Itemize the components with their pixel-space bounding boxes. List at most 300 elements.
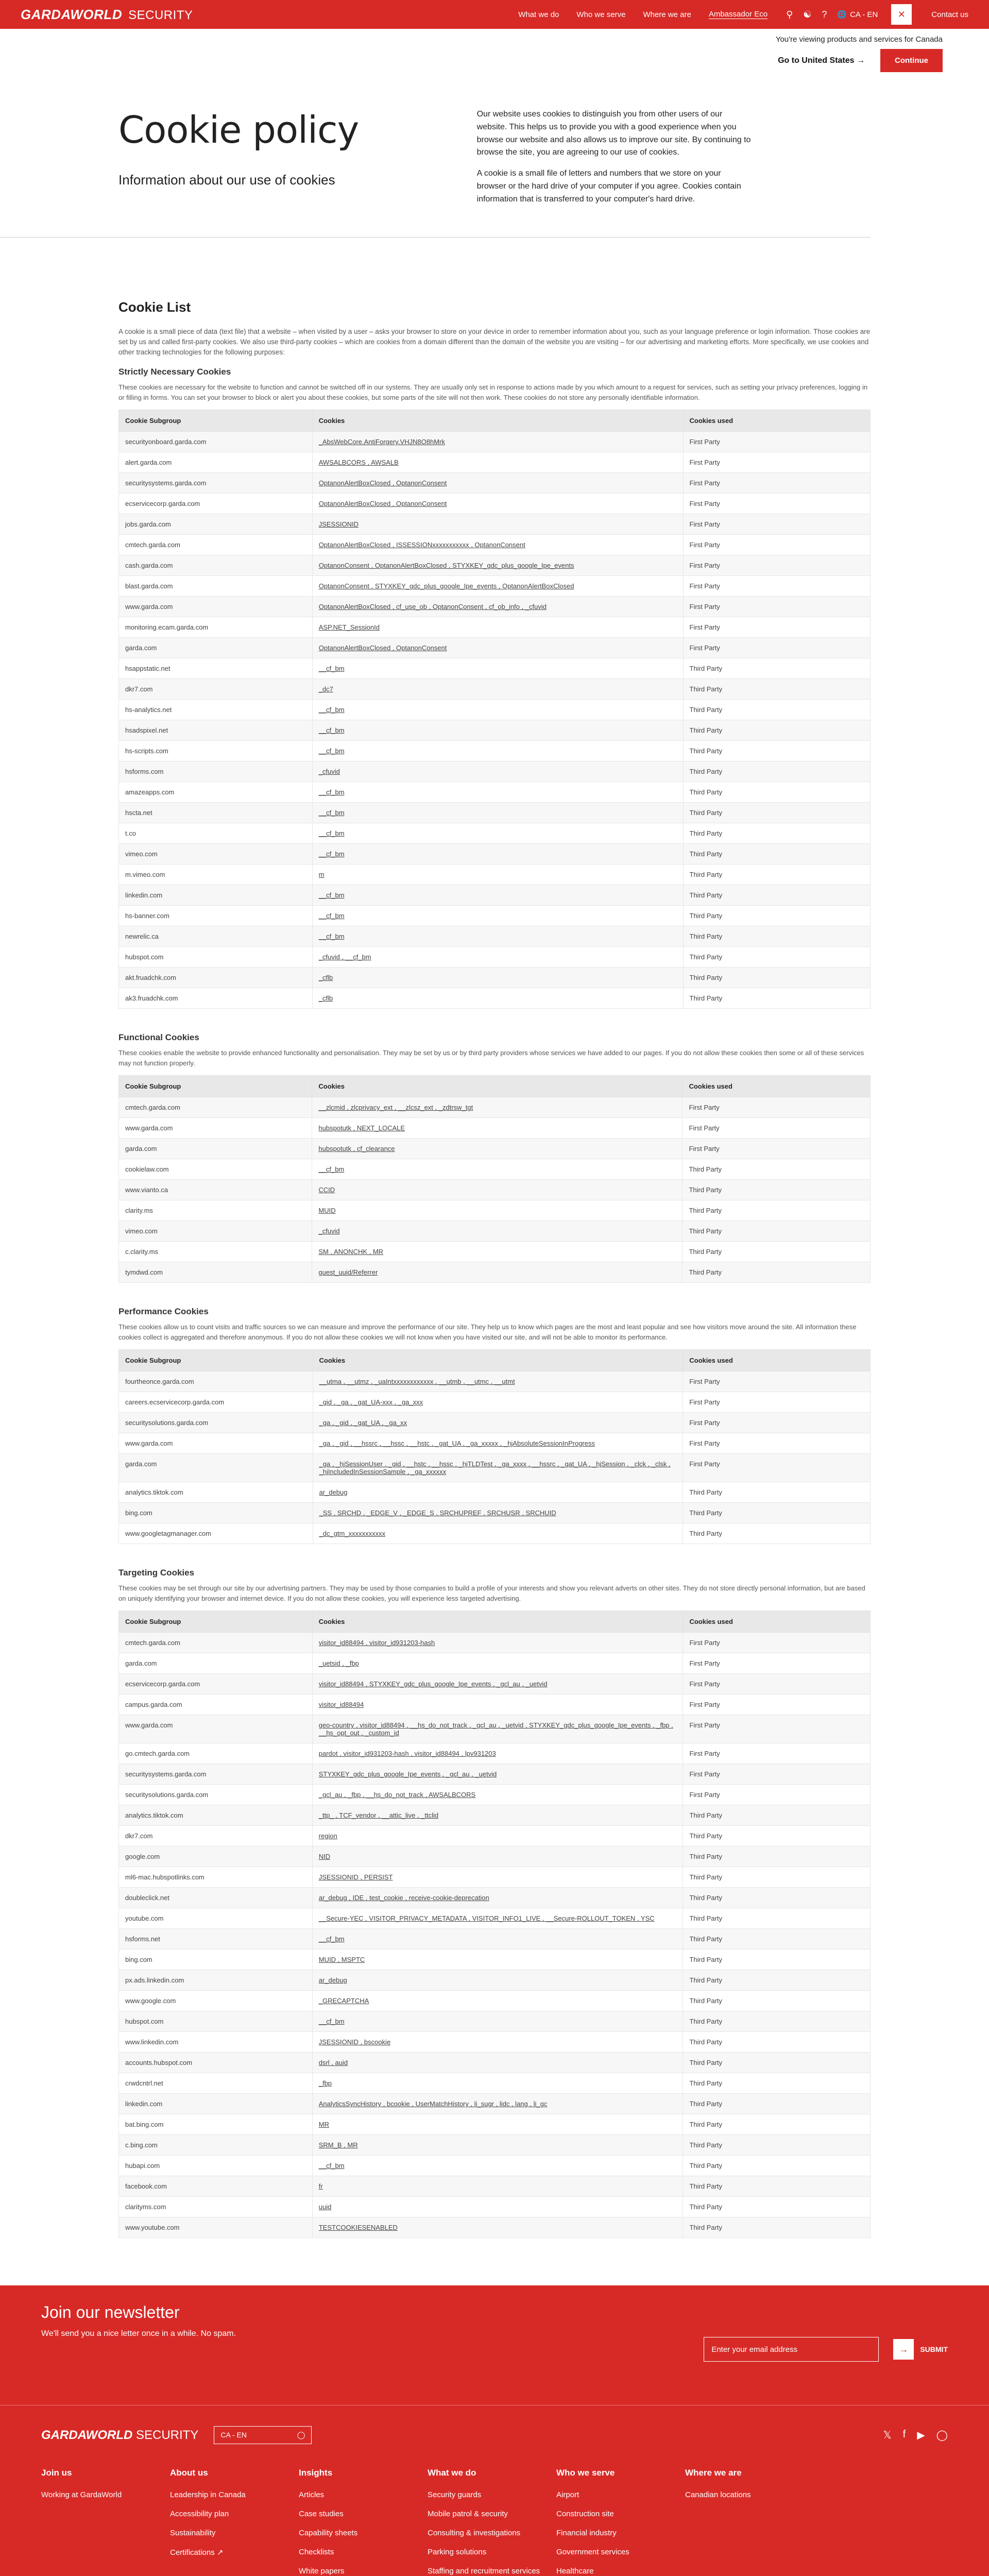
cookies-cell (312, 2114, 683, 2135)
header-icons (786, 4, 968, 25)
cookie-names[interactable]: _fbp (318, 2079, 332, 2088)
cookies-used-cell: Third Party (683, 2073, 871, 2094)
cookies-used-cell: First Party (683, 1118, 871, 1139)
cookie-names[interactable]: fr (318, 2182, 323, 2191)
cookies-used-cell: Third Party (683, 1482, 871, 1503)
table-row (119, 1764, 871, 1785)
footer-link[interactable]: Capability sheets (299, 2529, 358, 2538)
subgroup-cell: tymdwd.com (119, 1262, 312, 1283)
cookies-used-cell: Third Party (683, 1826, 871, 1846)
cookie-names[interactable]: _SS , SRCHD , _EDGE_V , _EDGE_S , SRCHUPREF , SRCHUSR , SRCHUID (319, 1509, 556, 1517)
cookies-cell (312, 823, 683, 844)
subgroup-cell: www.garda.com (119, 1118, 312, 1139)
subgroup-cell: www.garda.com (119, 1715, 313, 1743)
cookie-names[interactable]: visitor_id88494 (318, 1701, 364, 1709)
cookie-names[interactable]: _dc_gtm_xxxxxxxxxxx (319, 1530, 386, 1538)
table-header-row (119, 1076, 871, 1097)
column-header: Cookies used (683, 1076, 871, 1097)
go-to-us-link[interactable]: Go to United States → (778, 56, 865, 65)
cookies-used-cell: Third Party (683, 679, 870, 700)
table-row (119, 2156, 871, 2176)
cookie-names[interactable]: OptanonAlertBoxClosed , OptanonConsent (318, 500, 447, 508)
subgroup-cell: cmtech.garda.com (119, 535, 313, 555)
cookies-used-cell: Third Party (683, 1242, 871, 1262)
hero-left (118, 108, 477, 206)
cookies-used-cell: Third Party (683, 1867, 871, 1888)
cookies-used-cell: First Party (683, 1785, 871, 1805)
youtube-icon[interactable]: ▶ (917, 2430, 925, 2442)
facebook-icon[interactable]: f (902, 2429, 906, 2441)
newsletter (0, 2285, 989, 2405)
cookie-names[interactable]: m (318, 871, 325, 879)
cookies-used-cell: Third Party (683, 782, 870, 803)
footer-link[interactable]: Healthcare (556, 2567, 594, 2576)
subgroup-cell: alert.garda.com (119, 452, 313, 473)
table-row (119, 617, 871, 638)
cookies-used-cell: Third Party (683, 947, 870, 968)
footer-column (428, 2468, 556, 2576)
cookies-used-cell: Third Party (683, 741, 870, 761)
cookies-used-cell: Third Party (683, 906, 870, 926)
subgroup-cell: securitysolutions.garda.com (119, 1785, 313, 1805)
cookie-names[interactable]: OptanonAlertBoxClosed , OptanonConsent (318, 479, 447, 487)
cookie-names[interactable]: AnalyticsSyncHistory , bcookie , UserMatchHistory , li_sugr , lidc , lang , li_gc (318, 2100, 548, 2108)
footer-link[interactable]: White papers (299, 2567, 345, 2576)
cookie-names[interactable]: visitor_id88494 , visitor_id931203-hash (318, 1639, 435, 1647)
cookies-used-cell: Third Party (683, 1523, 871, 1544)
cookie-names[interactable]: _ga , _gid , _gat_UA , _ga_xx (319, 1419, 407, 1427)
subgroup-cell: securitysolutions.garda.com (119, 1413, 313, 1433)
subgroup-cell: www.garda.com (119, 1433, 313, 1454)
cookie-names[interactable]: _uetsid , _fbp (318, 1659, 359, 1668)
newsletter-submit-label: SUBMIT (920, 2345, 948, 2354)
cookie-names[interactable]: __cf_bm (318, 850, 345, 858)
cookie-names[interactable]: __Secure-YEC , VISITOR_PRIVACY_METADATA , VISITOR_INFO1_LIVE , __Secure-ROLLOUT_TOKEN , YSC (318, 1914, 655, 1923)
user-icon[interactable]: ☯ (803, 9, 812, 20)
cookies-used-cell: First Party (683, 535, 870, 555)
table-row (119, 1454, 871, 1482)
table-row (119, 597, 871, 617)
cookies-cell (312, 1846, 683, 1867)
region-actions (0, 49, 943, 72)
cookie-names[interactable]: SM , ANONCHK , MR (318, 1248, 384, 1256)
cookies-used-cell: Third Party (683, 720, 870, 741)
subgroup-cell: m.vimeo.com (119, 865, 313, 885)
cookies-cell (312, 514, 683, 535)
cookies-cell (312, 803, 683, 823)
cookie-names[interactable]: MR (318, 2121, 329, 2129)
cookie-names[interactable]: guest_uuid/Referrer (318, 1268, 378, 1277)
cookie-names[interactable]: ar_debug (319, 1488, 348, 1497)
cookies-used-cell: First Party (683, 1413, 871, 1433)
subgroup-cell: crwdcntrl.net (119, 2073, 313, 2094)
cookies-used-cell: Third Party (683, 2011, 871, 2032)
cookie-names[interactable]: AWSALBCORS , AWSALB (318, 459, 399, 467)
cookies-used-cell: First Party (683, 1433, 871, 1454)
cookies-cell (312, 2197, 683, 2217)
cookie-names[interactable]: _cflb (318, 994, 333, 1003)
cookie-names[interactable]: __cf_bm (318, 726, 345, 735)
cookies-used-cell: First Party (683, 1392, 871, 1413)
subgroup-cell: hubspot.com (119, 947, 313, 968)
cookie-names[interactable]: __cf_bm (318, 1935, 345, 1943)
cookies-used-cell: Third Party (683, 844, 870, 865)
cookie-names[interactable]: dsrl , auid (318, 2059, 348, 2067)
cookies-used-cell: First Party (683, 638, 870, 658)
cookie-names[interactable]: OptanonConsent , OptanonAlertBoxClosed , STYXKEY_gdc_plus_google_Ipe_events (318, 562, 574, 570)
table-row (119, 741, 871, 761)
footer-column-heading: About us (170, 2468, 208, 2478)
cookies-cell (312, 1180, 683, 1200)
table-row (119, 1785, 871, 1805)
footer-link[interactable]: Parking solutions (428, 2548, 487, 2557)
region-banner (0, 29, 989, 72)
cookies-used-cell: Third Party (683, 865, 870, 885)
footer-logo-sub: SECURITY (136, 2428, 199, 2442)
subgroup-cell: garda.com (119, 1139, 312, 1159)
footer (0, 2405, 989, 2576)
instagram-icon[interactable]: ◯ (936, 2430, 948, 2442)
cookie-section-desc: These cookies may be set through our site by our advertising partners. They may be used by those companies to build a profile of your interests and show you relevant adverts on other sites. They do not store directly personal information, but are based on uniquely identifying your browser and internet device. If you do not allow these cookies, you will experience less targeted advertising. (118, 1584, 865, 1602)
cookies-used-cell: Third Party (683, 2176, 871, 2197)
cookie-names[interactable]: __cf_bm (318, 891, 345, 900)
x-icon[interactable]: 𝕏 (883, 2430, 892, 2442)
hero-paragraph-1: Our website uses cookies to distinguish you from other users of our website. This helps us to provide you with a good experience when you browse our website and also allows us to improve our site. By continuing to browse the site, you are agreeing to our use of cookies. (476, 110, 751, 157)
cookie-names[interactable]: hubspotutk , cf_clearance (318, 1145, 395, 1153)
footer-top (41, 2426, 948, 2444)
footer-column (170, 2468, 299, 2576)
cookie-names[interactable]: __cf_bm (318, 809, 345, 817)
table-row (119, 1950, 871, 1970)
footer-link[interactable]: Security guards (428, 2490, 482, 2500)
cookie-names[interactable]: STYXKEY_gdc_plus_google_Ipe_events , _gcl_au , _uetvid (318, 1770, 497, 1778)
table-header-row (119, 1611, 871, 1633)
subgroup-cell: ecservicecorp.garda.com (119, 1674, 313, 1694)
newsletter-subtitle: We'll send you a nice letter once in a while. No spam. (41, 2329, 236, 2338)
cookie-names[interactable]: __cf_bm (318, 829, 345, 838)
footer-link[interactable]: Case studies (299, 2510, 344, 2519)
cookies-cell (312, 432, 683, 452)
cookie-section-desc: These cookies enable the website to provide enhanced functionality and personalisation. They may be set by us or by third party providers whose services we have added to our pages. If you do not allow these cookies then some or all of these services may not function properly. (118, 1049, 864, 1067)
table-row (119, 2114, 871, 2135)
cookie-names[interactable]: visitor_id88494 , STYXKEY_gdc_plus_google_Ipe_events , _gcl_au , _uetvid (318, 1680, 548, 1688)
footer-link[interactable]: Leadership in Canada (170, 2490, 246, 2500)
cookies-cell (312, 2032, 683, 2053)
cookies-used-cell: Third Party (683, 658, 870, 679)
cookie-names[interactable]: ASP.NET_SessionId (318, 623, 380, 632)
newsletter-submit-button[interactable] (893, 2339, 948, 2360)
subgroup-cell: clarityms.com (119, 2197, 313, 2217)
subgroup-cell: dkr7.com (119, 679, 313, 700)
cookie-table (118, 1075, 871, 1283)
subgroup-cell: www.google.com (119, 1991, 313, 2011)
table-row (119, 1908, 871, 1929)
cookie-names[interactable]: pardot , visitor_id931203-hash , visitor_id88494 , lpv931203 (318, 1750, 496, 1758)
footer-language-select[interactable] (214, 2426, 312, 2444)
cookie-names[interactable]: __cf_bm (318, 2162, 345, 2170)
language-selector[interactable] (837, 10, 878, 19)
cookie-names[interactable]: OptanonAlertBoxClosed , OptanonConsent (318, 644, 447, 652)
nav-what-we-do[interactable]: What we do (518, 10, 559, 19)
column-header: Cookie Subgroup (119, 1076, 312, 1097)
cookies-used-cell: First Party (683, 1743, 871, 1764)
language-label: CA - EN (850, 10, 878, 19)
subgroup-cell: newrelic.ca (119, 926, 313, 947)
cookies-cell (313, 1392, 683, 1413)
cookie-names[interactable]: geo-country , visitor_id88494 , __hs_do_not_track , _gcl_au , _uetvid , STYXKEY_gdc_plus_google_Ipe_events , _fbp , __hs_opt_out , _custom_id (318, 1721, 673, 1737)
subgroup-cell: hsappstatic.net (119, 658, 313, 679)
cookies-used-cell: First Party (683, 432, 870, 452)
table-row (119, 1413, 871, 1433)
table-row (119, 1139, 871, 1159)
subgroup-cell: c.clarity.ms (119, 1242, 312, 1262)
cookies-cell (312, 2073, 683, 2094)
cookies-cell (312, 679, 683, 700)
table-row (119, 782, 871, 803)
cookies-cell (312, 1118, 683, 1139)
cookie-names[interactable]: _cfuvid , __cf_bm (318, 953, 371, 961)
cookie-names[interactable]: __cf_bm (318, 747, 345, 755)
cookie-table (118, 1349, 871, 1544)
footer-link[interactable]: Mobile patrol & security (428, 2510, 508, 2519)
cookie-names[interactable]: JSESSIONID , PERSIST (318, 1873, 393, 1882)
subgroup-cell: c.bing.com (119, 2135, 313, 2156)
table-row (119, 555, 871, 576)
cookie-names[interactable]: _gcl_au , _fbp , __hs_do_not_track , AWSALBCORS (318, 1791, 476, 1799)
subgroup-cell: securityonboard.garda.com (119, 432, 313, 452)
cookie-names[interactable]: _GRECAPTCHA (318, 1997, 369, 2005)
cookie-names[interactable]: OptanonAlertBoxClosed , ISSESSIONxxxxxxxxxxx , OptanonConsent (318, 541, 525, 549)
cookie-names[interactable]: MUID , MSPTC (318, 1956, 365, 1964)
cookie-names[interactable]: _AbsWebCore.AntiForgery.VHJN8O8hMrk (318, 438, 445, 446)
newsletter-form (704, 2311, 948, 2387)
table-row (119, 535, 871, 555)
table-row (119, 2011, 871, 2032)
cookie-names[interactable]: __cf_bm (318, 2018, 345, 2026)
footer-column (556, 2468, 685, 2576)
table-row (119, 1433, 871, 1454)
logo-text: GARDAWORLD (21, 6, 123, 22)
cookie-names[interactable]: ar_debug (318, 1976, 347, 1985)
cookies-used-cell: First Party (683, 1694, 871, 1715)
cookie-names[interactable]: _ttp_ , TCF_vendor , __attic_live , _ttclid (318, 1811, 439, 1820)
subgroup-cell: hubspot.com (119, 2011, 313, 2032)
table-row (119, 1262, 871, 1283)
close-icon[interactable]: ✕ (891, 4, 912, 25)
cookie-names[interactable]: JSESSIONID , bscookie (318, 2038, 391, 2046)
footer-link[interactable]: Staffing and recruitment services (428, 2567, 540, 2576)
cookies-cell (312, 2176, 683, 2197)
cookies-used-cell: First Party (683, 1674, 871, 1694)
cookie-names[interactable]: NID (318, 1853, 331, 1861)
cookies-cell (313, 1433, 683, 1454)
cookie-names[interactable]: _cflb (318, 974, 333, 982)
cookies-used-cell: Third Party (683, 926, 870, 947)
table-row (119, 638, 871, 658)
cookies-cell (312, 473, 683, 494)
cookie-section-title: Targeting Cookies (118, 1568, 195, 1578)
cookies-cell (312, 1097, 683, 1118)
cookie-names[interactable]: OptanonAlertBoxClosed , cf_use_ob , OptanonConsent , cf_ob_info , _cfuvid (318, 603, 547, 611)
table-row (119, 1503, 871, 1523)
footer-column (41, 2468, 170, 2576)
table-row (119, 700, 871, 720)
subgroup-cell: garda.com (119, 1653, 313, 1674)
footer-link[interactable]: Government services (556, 2548, 629, 2557)
footer-link[interactable]: Consulting & investigations (428, 2529, 521, 2538)
cookie-names[interactable]: _cfuvid (318, 768, 340, 776)
cookie-names[interactable]: JSESSIONID (318, 520, 359, 529)
cookie-names[interactable]: hubspotutk , NEXT_LOCALE (318, 1124, 405, 1132)
footer-link[interactable]: Construction site (556, 2510, 614, 2519)
gardaworld-logo[interactable] (21, 7, 193, 23)
cookies-cell (312, 1242, 683, 1262)
footer-link[interactable]: Working at GardaWorld (41, 2490, 122, 2500)
cookie-names[interactable]: ar_debug , IDE , test_cookie , receive-cookie-deprecation (318, 1894, 489, 1902)
cookies-cell (312, 1221, 683, 1242)
newsletter-email-input[interactable]: Enter your email address (704, 2337, 879, 2362)
footer-link[interactable]: Airport (556, 2490, 579, 2500)
cookies-used-cell: First Party (683, 555, 870, 576)
contact-us-link[interactable]: Contact us (931, 10, 968, 19)
cookies-cell (312, 2135, 683, 2156)
table-row (119, 1523, 871, 1544)
cookies-cell (312, 1950, 683, 1970)
footer-link[interactable]: Accessibility plan (170, 2510, 229, 2519)
social-links (883, 2429, 948, 2442)
cookie-names[interactable]: __cf_bm (318, 706, 345, 714)
main-nav (518, 10, 768, 19)
cookie-names[interactable]: SRM_B , MR (318, 2141, 358, 2149)
cookie-names[interactable]: __zlcmid , zlcprivacy_ext , __zlcsz_ext , _zdtrsw_tgt (318, 1104, 473, 1112)
arrow-right-icon: → (893, 2339, 914, 2360)
cookie-section-desc: These cookies are necessary for the website to function and cannot be switched off in our systems. They are usually only set in response to actions made by you which amount to a request for services, such as setting your privacy preferences, logging in or filling in forms. You can set your browser to block or alert you about these cookies, but some parts of the site will not then work. These cookies do not store any personally identifiable information. (118, 383, 868, 401)
cookie-names[interactable]: region (318, 1832, 337, 1840)
cookie-names[interactable]: uuid (318, 2203, 332, 2211)
cookie-names[interactable]: OptanonConsent , STYXKEY_gdc_plus_google_Ipe_events , OptanonAlertBoxClosed (318, 582, 574, 590)
cookies-cell (312, 720, 683, 741)
subgroup-cell: jobs.garda.com (119, 514, 313, 535)
column-header: Cookies (312, 410, 683, 432)
cookies-cell (312, 1908, 683, 1929)
help-icon[interactable]: ? (822, 9, 827, 20)
cookies-cell (312, 782, 683, 803)
cookie-names[interactable]: CCID (318, 1186, 335, 1194)
cookie-section-title: Performance Cookies (118, 1307, 209, 1317)
table-row (119, 865, 871, 885)
cookies-used-cell: First Party (683, 597, 870, 617)
subgroup-cell: hs-analytics.net (119, 700, 313, 720)
table-row (119, 1694, 871, 1715)
subgroup-cell: hubapi.com (119, 2156, 313, 2176)
table-row (119, 1118, 871, 1139)
column-header: Cookies (312, 1076, 683, 1097)
continue-button[interactable]: Continue (880, 49, 943, 72)
cookies-used-cell: Third Party (683, 2135, 871, 2156)
cookie-names[interactable]: __cf_bm (318, 665, 345, 673)
cookies-cell (312, 865, 683, 885)
table-row (119, 473, 871, 494)
subgroup-cell: cmtech.garda.com (119, 1097, 312, 1118)
nav-where-we-are[interactable]: Where we are (643, 10, 691, 19)
table-row (119, 761, 871, 782)
cookies-cell (312, 1867, 683, 1888)
table-row (119, 885, 871, 906)
table-row (119, 1674, 871, 1694)
cookies-cell (312, 452, 683, 473)
cookie-names[interactable]: __cf_bm (318, 933, 345, 941)
cookie-names[interactable]: _dc7 (318, 685, 333, 693)
cookie-names[interactable]: _ga , _gid , __hssrc , __hssc , __hstc , _gat_UA , _ga_xxxxx , _hjAbsoluteSessionInProgress (319, 1439, 595, 1448)
cookie-names[interactable]: __cf_bm (318, 788, 345, 796)
subgroup-cell: go.cmtech.garda.com (119, 1743, 313, 1764)
footer-link[interactable]: Sustainability (170, 2529, 216, 2538)
subgroup-cell: blast.garda.com (119, 576, 313, 597)
cookie-names[interactable]: __cf_bm (318, 912, 345, 920)
cookies-cell (313, 1482, 683, 1503)
table-row (119, 1221, 871, 1242)
column-header: Cookies used (683, 410, 870, 432)
subgroup-cell: securitysystems.garda.com (119, 1764, 313, 1785)
cookie-names[interactable]: _cfuvid (318, 1227, 340, 1235)
subgroup-cell: garda.com (119, 638, 313, 658)
cookie-names[interactable]: _ga , _hjSessionUser , _gid , __hstc , __hssc , _hjTLDTest , _ga_xxxx , __hssrc , _gat_UA , _hjSession , _clck , _clsk , _hjIncludedInSessionSample , _ga_xxxxxx (319, 1460, 671, 1476)
nav-ambassador-eco[interactable]: Ambassador Eco (708, 10, 768, 19)
nav-who-we-serve[interactable]: Who we serve (576, 10, 626, 19)
cookies-used-cell: First Party (683, 1715, 871, 1743)
footer-link[interactable]: Certifications ↗ (170, 2548, 224, 2557)
globe-icon: ◯ (297, 2431, 305, 2439)
table-row (119, 906, 871, 926)
cookies-used-cell: First Party (683, 1371, 871, 1392)
column-header: Cookie Subgroup (119, 1350, 313, 1371)
table-row (119, 803, 871, 823)
table-row (119, 947, 871, 968)
subgroup-cell: www.garda.com (119, 597, 313, 617)
cookies-cell (312, 2011, 683, 2032)
footer-logo[interactable] (41, 2428, 198, 2443)
cookie-names[interactable]: __cf_bm (318, 1165, 345, 1174)
footer-language-label: CA - EN (220, 2431, 247, 2439)
subgroup-cell: cmtech.garda.com (119, 1633, 313, 1653)
subgroup-cell: www.googletagmanager.com (119, 1523, 313, 1544)
cookie-names[interactable]: __utma , __utmz , _uaIntxxxxxxxxxxxx , __utmb , __utmc , __utmt (319, 1378, 515, 1386)
cookies-cell (312, 1805, 683, 1826)
footer-link[interactable]: Canadian locations (685, 2490, 751, 2500)
subgroup-cell: securitysystems.garda.com (119, 473, 313, 494)
cookie-names[interactable]: TESTCOOKIESENABLED (318, 2224, 398, 2232)
footer-link[interactable]: Articles (299, 2490, 325, 2500)
cookies-cell (312, 1785, 683, 1805)
cookies-used-cell: Third Party (683, 1970, 871, 1991)
cookies-cell (312, 1888, 683, 1908)
footer-link[interactable]: Checklists (299, 2548, 334, 2557)
cookies-cell (312, 535, 683, 555)
footer-column-heading: What we do (428, 2468, 476, 2478)
table-row (119, 1392, 871, 1413)
search-icon[interactable]: ⚲ (786, 9, 793, 20)
footer-link[interactable]: Financial industry (556, 2529, 617, 2538)
cookie-names[interactable]: MUID (318, 1207, 336, 1215)
cookie-names[interactable]: _gid , _ga , _gat_UA-xxx , _ga_xxx (319, 1398, 423, 1406)
table-row (119, 1929, 871, 1950)
table-row (119, 2217, 871, 2238)
cookies-used-cell: Third Party (683, 988, 870, 1009)
subgroup-cell: cookielaw.com (119, 1159, 312, 1180)
table-row (119, 844, 871, 865)
subgroup-cell: youtube.com (119, 1908, 313, 1929)
subgroup-cell: ecservicecorp.garda.com (119, 494, 313, 514)
